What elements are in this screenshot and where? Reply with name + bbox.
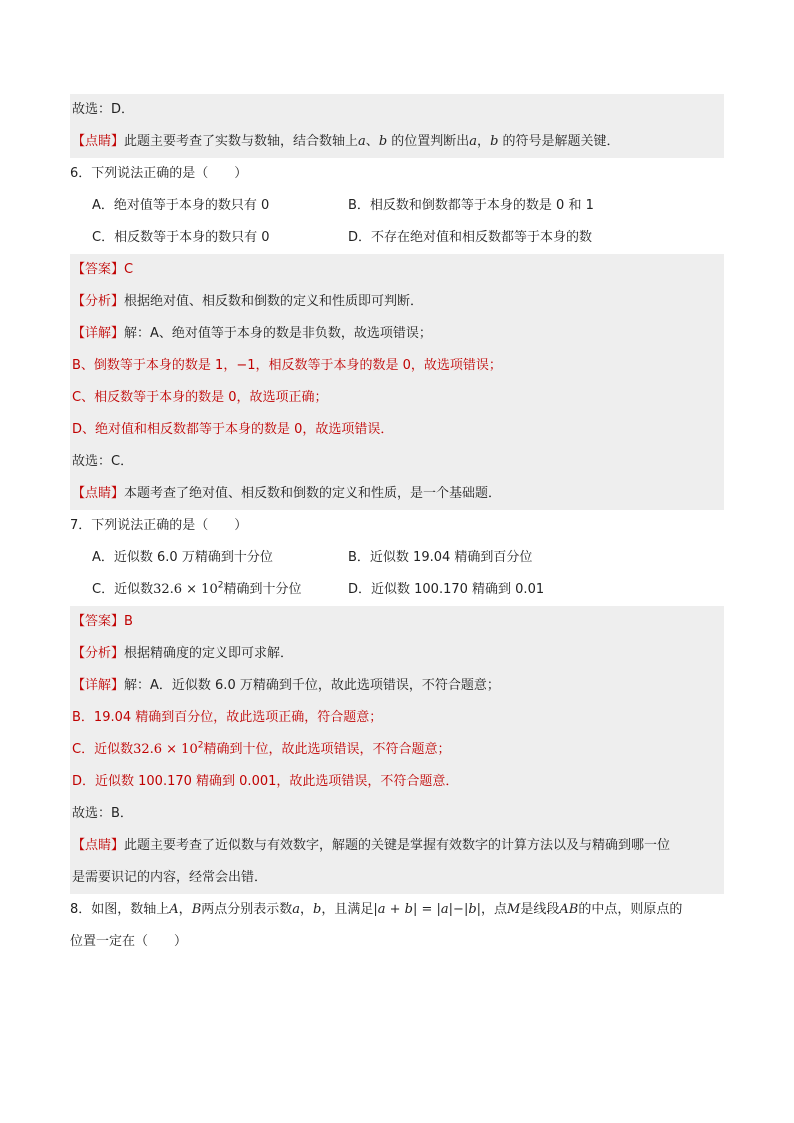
q7-option-b: B．近似数 19.04 精确到百分位 <box>348 550 533 565</box>
q7-detail-tag: 【详解】 <box>72 678 125 693</box>
q5-choice <box>70 94 724 126</box>
q7-detail-line-3-math: 32.6 × 10 <box>133 742 198 757</box>
q6-option-b: B．相反数和倒数都等于本身的数是 0 和 1 <box>348 198 594 213</box>
q7-option-c <box>92 574 301 606</box>
q7-detail-line-2: B．19.04 精确到百分位，故此选项正确，符合题意； <box>70 702 724 734</box>
q6-option-d: D．不存在绝对值和相反数都等于本身的数 <box>348 230 593 245</box>
q7-detail-line-3 <box>70 734 724 766</box>
q6-detail-line-1 <box>70 318 724 350</box>
q6-stem: 6．下列说法正确的是（ ） <box>70 166 248 181</box>
q6-analysis-text: 根据绝对值、相反数和倒数的定义和性质即可判断． <box>124 294 424 309</box>
q8-stem-mid-4: 是线段 <box>520 902 560 917</box>
q8-var-A: A <box>169 902 179 917</box>
q7-comment <box>70 830 724 894</box>
q7-option-c-head: C．近似数 <box>92 582 154 597</box>
q8-sep-2: ， <box>300 902 314 917</box>
q6-option-a: A．绝对值等于本身的数只有 0 <box>92 198 270 213</box>
q5-comment-var-b2: b <box>490 134 499 149</box>
q8-var-AB: AB <box>559 902 579 917</box>
q6-option-c: C．相反数等于本身的数只有 0 <box>92 230 270 245</box>
q7-analysis <box>70 638 724 670</box>
q7-detail-line-3-tail: 精确到十位，故此选项错误，不符合题意； <box>203 742 451 757</box>
q8-stem-line-2: 位置一定在（ ） <box>70 934 188 949</box>
q8-stem-line-1 <box>70 894 724 926</box>
q5-comment-var-a: a <box>358 134 366 149</box>
q7-stem: 7．下列说法正确的是（ ） <box>70 518 248 533</box>
q6-analysis-tag: 【分析】 <box>72 294 125 309</box>
q5-comment <box>70 126 724 158</box>
q7-analysis-text: 根据精确度的定义即可求解． <box>124 646 294 661</box>
q7-choice: 故选：B． <box>70 798 724 830</box>
q7-detail-text-1: 解：A．近似数 6.0 万精确到千位，故此选项错误，不符合题意； <box>124 678 500 693</box>
q6-answer-value: C <box>124 262 134 277</box>
q6-detail-line-4: D、绝对值和相反数都等于本身的数是 0，故选项错误． <box>70 414 724 446</box>
q6-answer <box>70 254 724 286</box>
q6-answer-tag: 【答案】 <box>72 262 125 277</box>
q5-comment-tag: 【点睛】 <box>72 134 125 149</box>
q7-comment-line-2: 是需要识记的内容，经常会出错． <box>72 870 268 885</box>
q7-option-c-tail: 精确到十分位 <box>223 582 302 597</box>
q7-detail-line-3-head: C．近似数 <box>72 742 134 757</box>
q8-stem-mid-2: ，且满足 <box>321 902 374 917</box>
q6-detail-line-3: C、相反数等于本身的数是 0，故选项正确； <box>70 382 724 414</box>
q5-choice-text: 故选：D． <box>72 102 135 117</box>
q5-comment-var-b: b <box>378 134 388 149</box>
q7-detail-line-4: D．近似数 100.170 精确到 0.001，故此选项错误，不符合题意． <box>70 766 724 798</box>
q7-option-c-math: 32.6 × 10 <box>153 582 218 597</box>
q8-sep-1: ， <box>178 902 192 917</box>
q8-var-B: B <box>191 902 202 917</box>
q6-comment-tag: 【点睛】 <box>72 486 125 501</box>
q5-comment-sep: 、 <box>365 134 379 149</box>
q6-analysis <box>70 286 724 318</box>
q6-options-row-1 <box>70 190 724 222</box>
q7-comment-tag: 【点睛】 <box>72 838 125 853</box>
document-page <box>70 94 724 958</box>
q7-comment-line-1 <box>72 830 724 862</box>
q7-options-row-1 <box>70 542 724 574</box>
q8-stem <box>70 894 724 958</box>
q6-comment-text: 本题考查了绝对值、相反数和倒数的定义和性质，是一个基础题． <box>124 486 502 501</box>
q7-detail-line-3-exp: 2 <box>197 740 204 751</box>
q5-comment-sep2: ， <box>477 134 491 149</box>
q7-answer-tag: 【答案】 <box>72 614 125 629</box>
q7-analysis-tag: 【分析】 <box>72 646 125 661</box>
q6-detail-line-2: B、倒数等于本身的数是 1，−1，相反数等于本身的数是 0，故选项错误； <box>70 350 724 382</box>
q7-options-row-2 <box>70 574 724 606</box>
q6-comment <box>70 478 724 510</box>
q7-option-d: D．近似数 100.170 精确到 0.01 <box>348 582 545 597</box>
q7-option-c-exp: 2 <box>217 580 224 591</box>
q7-answer <box>70 606 724 638</box>
q8-stem-mid-3: ，点 <box>481 902 508 917</box>
q6-choice: 故选：C． <box>70 446 724 478</box>
q7-detail-line-1 <box>70 670 724 702</box>
q5-comment-text-2: 的位置判断出 <box>387 134 470 149</box>
q7-answer-value: B <box>124 614 133 629</box>
q5-comment-text-1: 此题主要考查了实数与数轴，结合数轴上 <box>124 134 359 149</box>
q8-var-a: a <box>292 902 301 917</box>
q8-equation: |a + b| = |a|−|b| <box>373 902 482 917</box>
q8-stem-mid-1: 两点分别表示数 <box>201 902 293 917</box>
q8-var-b: b <box>313 902 322 917</box>
q5-comment-text-3: 的符号是解题关键． <box>498 134 620 149</box>
q6-options-row-2 <box>70 222 724 254</box>
q6-detail-tag: 【详解】 <box>72 326 125 341</box>
q7-comment-text-1: 此题主要考查了近似数与有效数字，解题的关键是掌握有效数字的计算方法以及与精确到哪一位 <box>124 838 671 853</box>
q7-option-a: A．近似数 6.0 万精确到十分位 <box>92 550 273 565</box>
q8-stem-mid-5: 的中点，则原点的 <box>578 902 683 917</box>
q6-detail-text-1: 解：A、绝对值等于本身的数是非负数，故选项错误； <box>124 326 432 341</box>
q5-comment-var-a2: a <box>469 134 478 149</box>
q8-var-M: M <box>507 902 521 917</box>
q8-stem-head: 8．如图，数轴上 <box>70 902 170 917</box>
